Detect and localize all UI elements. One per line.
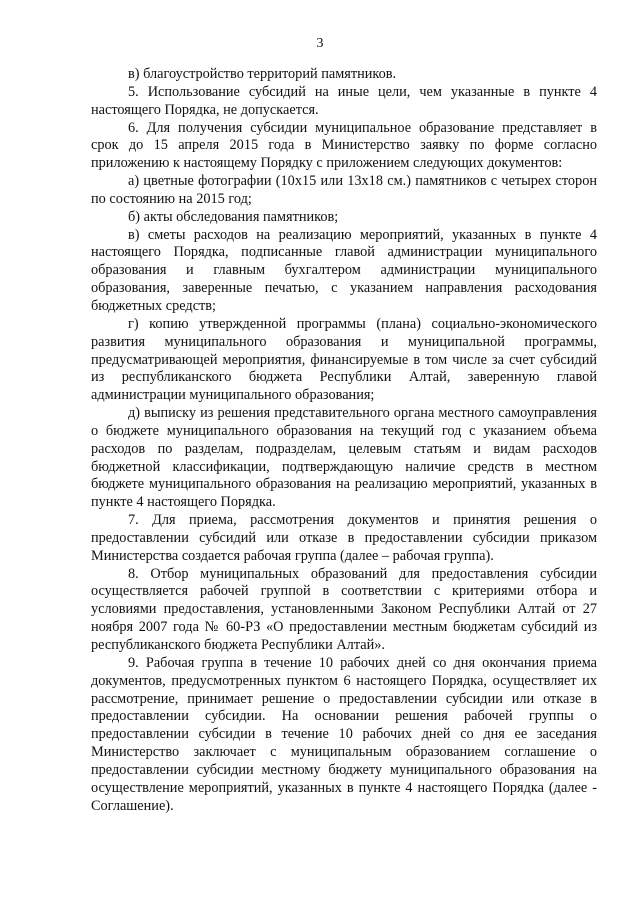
paragraph-item-a: а) цветные фотографии (10х15 или 13х18 см.) памятников с четырех сторон по состоянию на 2015 год; <box>91 173 597 207</box>
paragraph-item-g: г) копию утвержденной программы (плана) социально-экономического развития муниципального образования и муниципальной программы, предусматривающей мероприятия, финансируемые в том числе за счет субсидий из республиканского бюджета Республики Алтай, заверенную главой администрации муниципального образования; <box>91 315 597 404</box>
paragraph-item-v-estimates: в) сметы расходов на реализацию мероприятий, указанных в пункте 4 настоящего Порядка, подписанные главой администрации муниципального образования и главным бухгалтером администрации муниципального образования, заверенные печатью, с указанием направления расходования бюджетных средств; <box>91 226 597 314</box>
paragraph-item-v: в) благоустройство территорий памятников. <box>128 66 397 82</box>
document-body <box>91 66 597 815</box>
paragraph-item-d: д) выписку из решения представительного органа местного самоуправления о бюджете муниципального образования на текущий год с указанием объема расходов по разделам, подразделам, целевым статьям и видам расходов бюджетной классификации, подтверждающую наличие средств в местном бюджете муниципального образования на реализацию мероприятий, указанных в пункте 4 настоящего Порядка. <box>91 405 597 511</box>
paragraph-clause-6: 6. Для получения субсидии муниципальное образование представляет в срок до 15 апреля 2015 года в Министерство заявку по форме согласно приложению к настоящему Порядку с приложением следующих документов: <box>91 119 597 172</box>
paragraph-clause-9: 9. Рабочая группа в течение 10 рабочих дней со дня окончания приема документов, предусмотренных пунктом 6 настоящего Порядка, осуществляет их рассмотрение, принимает решение о предоставлении субсидии или отказе в предоставлении субсидии. На основании решения рабочей группы о предоставлении субсидии в течение 10 рабочих дней со дня ее заседания Министерство заключает с муниципальным образованием соглашение о предоставлении субсидии местному бюджету муниципального образования на осуществление мероприятий, указанных в пункте 4 настоящего Порядка (далее - Соглашение). <box>91 654 597 814</box>
paragraph-clause-5: 5. Использование субсидий на иные цели, чем указанные в пункте 4 настоящего Порядка, не допускается. <box>91 83 597 118</box>
paragraph-clause-8: 8. Отбор муниципальных образований для предоставления субсидии осуществляется рабочей группой в соответствии с критериями отбора и условиями предоставления, установленными Законом Республики Алтай от 27 ноября 2007 года № 60-РЗ «О предоставлении местным бюджетам субсидий из республиканского бюджета Республики Алтай». <box>91 565 597 653</box>
page-number: 3 <box>316 36 324 51</box>
paragraph-item-b: б) акты обследования памятников; <box>128 208 339 225</box>
paragraph-clause-7: 7. Для приема, рассмотрения документов и принятия решения о предоставлении субсидий или отказе в предоставлении субсидии приказом Министерства создается рабочая группа (далее – рабочая группа). <box>91 512 597 564</box>
